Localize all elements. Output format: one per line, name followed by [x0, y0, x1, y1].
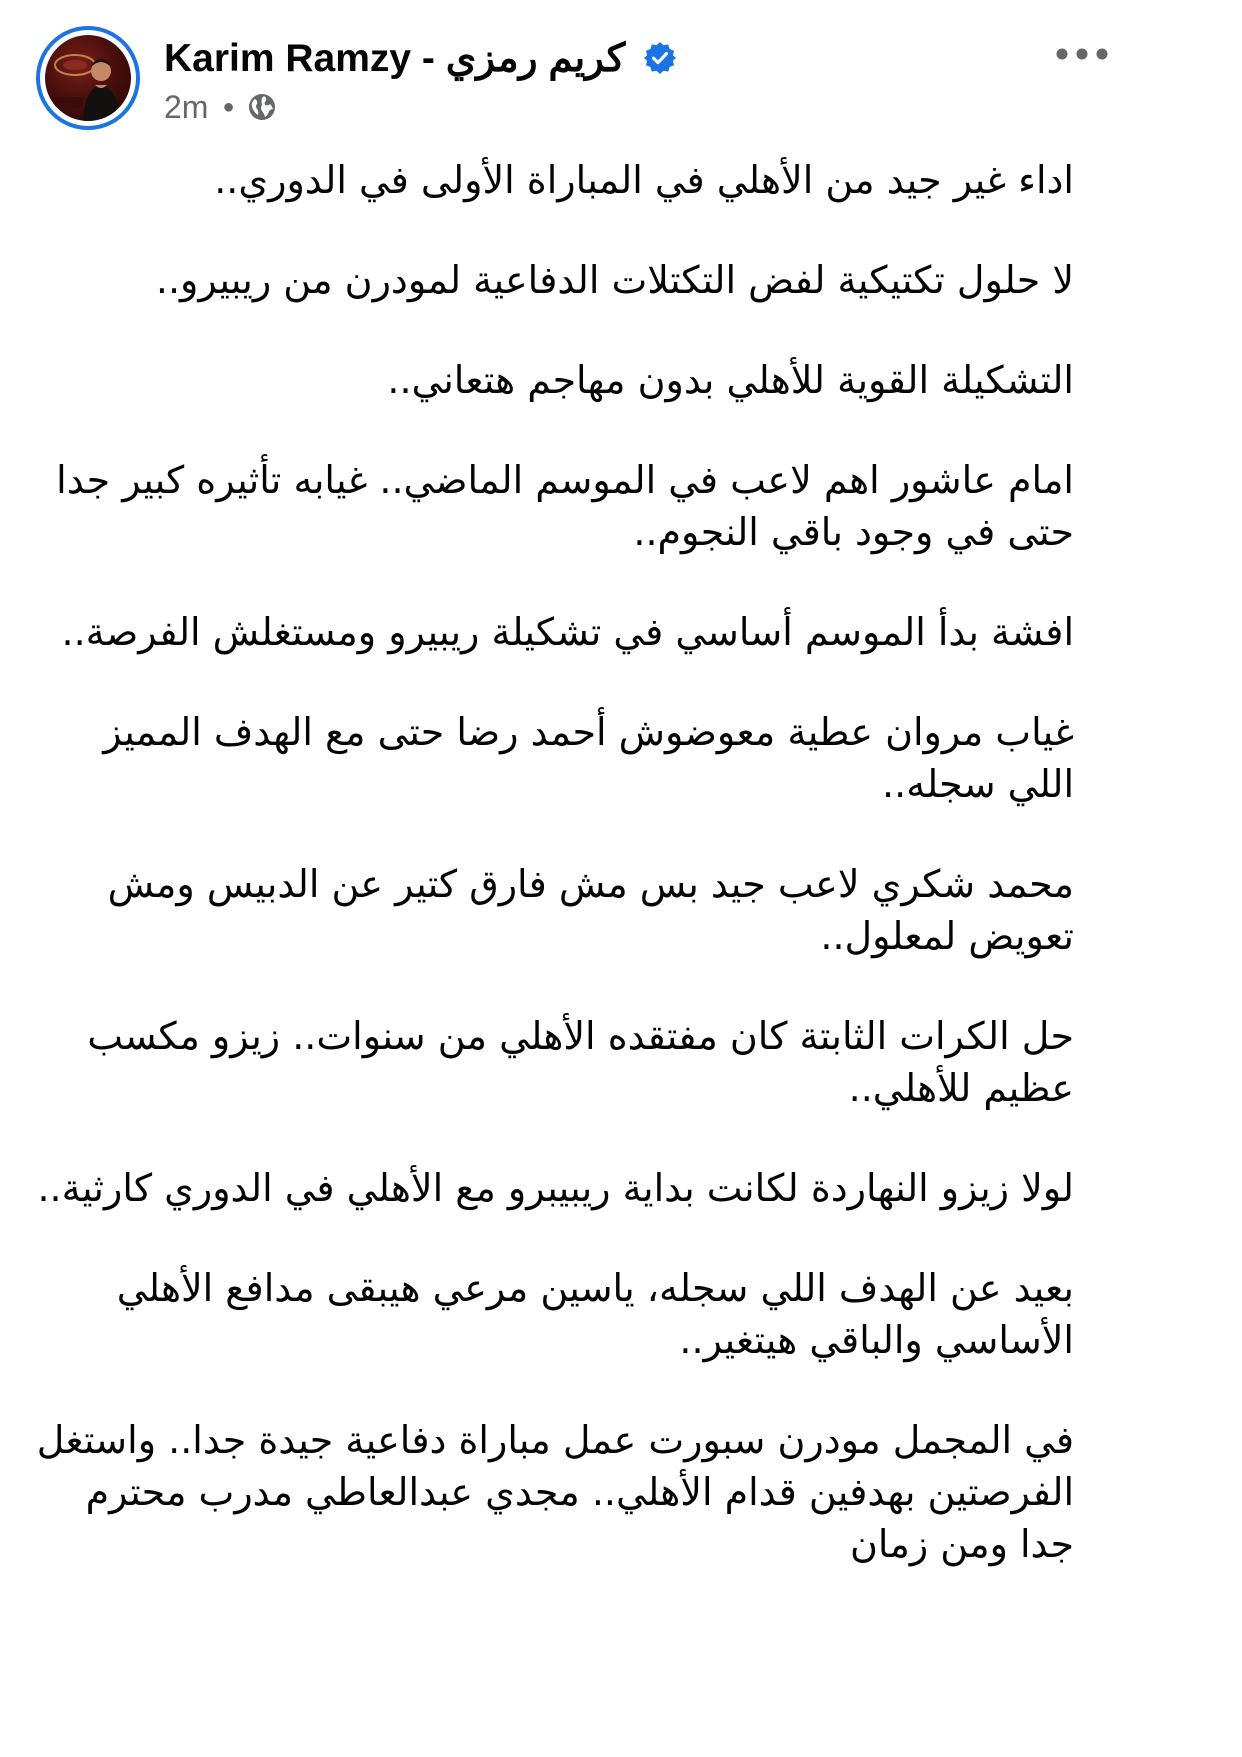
post-paragraph: غياب مروان عطية معوضوش أحمد رضا حتى مع الهدف المميز اللي سجله..	[103, 710, 1074, 806]
post-body	[30, 150, 1074, 1618]
author-line	[164, 30, 677, 86]
post-paragraph: اداء غير جيد من الأهلي في المباراة الأولى في الدوري..	[214, 158, 1074, 202]
more-options-button[interactable]	[1050, 34, 1114, 74]
post-paragraph: حل الكرات الثابتة كان مفتقده الأهلي من سنوات.. زيزو مكسب عظيم للأهلي..	[87, 1014, 1074, 1110]
post-paragraph: لولا زيزو النهاردة لكانت بداية ريبيبرو مع الأهلي في الدوري كارثية..	[37, 1166, 1074, 1210]
post-paragraph: التشكيلة القوية للأهلي بدون مهاجم هتعاني..	[387, 358, 1074, 402]
post-paragraph: امام عاشور اهم لاعب في الموسم الماضي.. غيابه تأثيره كبير جدا حتى في وجود باقي النجوم..	[56, 458, 1074, 554]
post-timestamp[interactable]: 2m	[164, 88, 209, 125]
post-header	[0, 0, 1242, 150]
post-meta	[164, 84, 277, 130]
post-paragraph: افشة بدأ الموسم أساسي في تشكيلة ريبيرو ومستغلش الفرصة..	[61, 610, 1074, 654]
post-paragraph: بعيد عن الهدف اللي سجله، ياسين مرعي هيبقى مدافع الأهلي الأساسي والباقي هيتغير..	[116, 1266, 1074, 1362]
meta-separator-dot: ●	[222, 96, 235, 118]
post-paragraph: في المجمل مودرن سبورت عمل مباراة دفاعية جيدة جدا.. واستغل الفرصتين بهدفين قدام الأهلي.. مجدي عبدالعاطي مدرب محترم جدا ومن زمان	[36, 1418, 1074, 1566]
avatar-photo	[45, 35, 131, 121]
avatar-story-ring[interactable]	[36, 26, 140, 130]
globe-icon[interactable]	[247, 92, 277, 122]
avatar[interactable]	[45, 35, 131, 121]
more-options-icon	[1050, 46, 1114, 62]
post-paragraph: لا حلول تكتيكية لفض التكتلات الدفاعية لمودرن من ريبيرو..	[155, 258, 1074, 302]
verified-badge-icon	[643, 41, 677, 75]
author-name[interactable]: Karim Ramzy - كريم رمزي	[164, 36, 626, 80]
post-paragraph: محمد شكري لاعب جيد بس مش فارق كتير عن الدبيس ومش تعويض لمعلول..	[107, 862, 1074, 958]
